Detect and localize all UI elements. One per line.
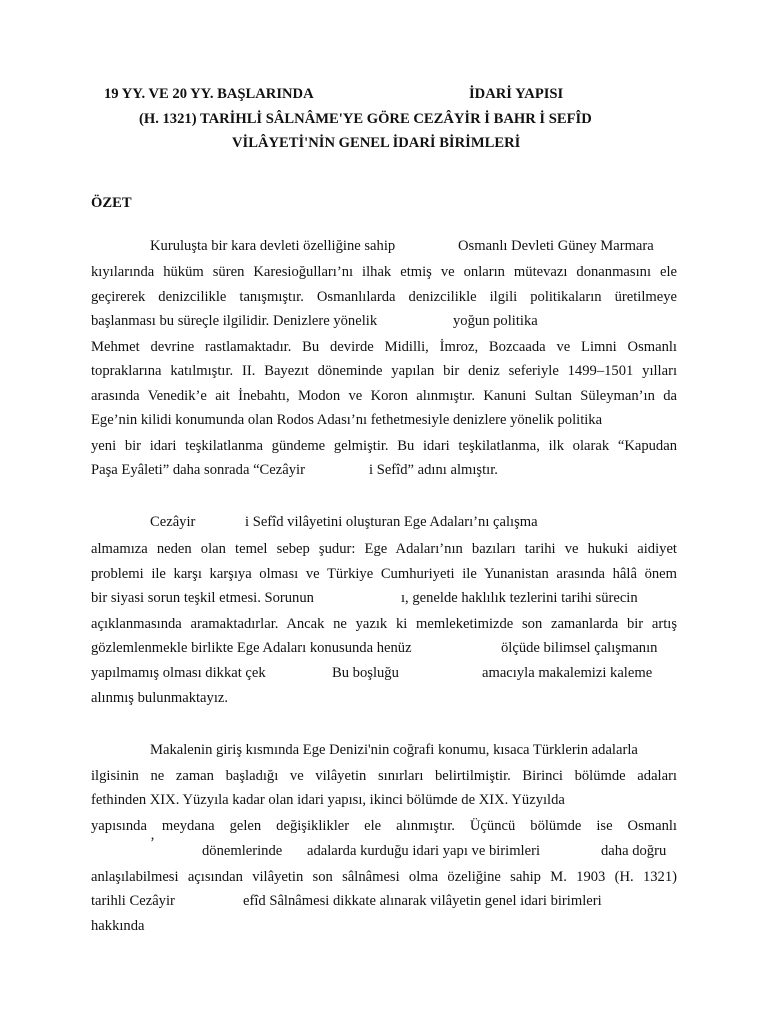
title-line3: VİLÂYETİ'NİN GENEL İDARİ BİRİMLERİ <box>232 135 521 151</box>
p3-line1: Makalenin giriş kısmında Ege Denizi'nin coğrafi konumu, kısaca Türklerin adalarla <box>150 742 638 758</box>
p1-line2: kıyılarında hüküm süren Karesioğulları’nı ilhak etmiş ve onların mütevazı donanmasını ele <box>91 264 677 280</box>
title-line1-left: 19 YY. VE 20 YY. BAŞLARINDA <box>104 86 314 102</box>
p3-line4: yapısında meydana gelen değişiklikler ele alınmıştır. Üçüncü bölümde ise Osmanlı <box>91 818 677 834</box>
p2-line7a: yapılmamış olması dikkat çek <box>91 665 266 681</box>
p2-line1a: Cezâyir <box>150 514 196 530</box>
p1-line4b: yoğun politika <box>453 313 538 329</box>
p3-line6c: daha doğru <box>601 843 667 859</box>
p1-line1a: Kuruluşta bir kara devleti özelliğine sahip <box>150 238 396 254</box>
p3-line8a: tarihli Cezâyir <box>91 893 175 909</box>
p1-line9: yeni bir idari teşkilatlanma gündeme gelmiştir. Bu idari teşkilatlanma, ilk olarak “Kapudan <box>91 438 677 454</box>
p1-line4a: başlanması bu süreçle ilgilidir. Denizlere yönelik <box>91 313 378 329</box>
p2-line6b: ölçüde bilimsel çalışmanın <box>501 640 658 656</box>
p2-line1b: i Sefîd vilâyetini oluşturan Ege Adaları’nı çalışma <box>245 514 538 530</box>
p2-line6a: gözlemlenmekle birlikte Ege Adaları konusunda henüz <box>91 640 412 656</box>
p1-line10a: Paşa Eyâleti” daha sonrada “Cezâyir <box>91 462 305 478</box>
title-line2: (H. 1321) TARİHLİ SÂLNÂME'YE GÖRE CEZÂYİR İ BAHR İ SEFÎD <box>139 111 592 127</box>
section-heading: ÖZET <box>91 195 132 211</box>
p1-line6: topraklarına katılmıştır. II. Bayezıt döneminde yapılan bir deniz seferiyle 1499–1501 yılları <box>91 363 677 379</box>
p3-line3: fethinden XIX. Yüzyıla kadar olan idari yapısı, ikinci bölümde de XIX. Yüzyılda <box>91 792 565 808</box>
p3-line8b: efîd Sâlnâmesi dikkate alınarak vilâyetin genel idari birimleri <box>243 893 602 909</box>
p1-line8: Ege’nin kilidi konumunda olan Rodos Adası’nı fethetmesiyle denizlere yönelik politika <box>91 412 603 428</box>
p2-line4a: bir siyasi sorun teşkil etmesi. Sorunun <box>91 590 314 606</box>
p1-line7: arasında Venedik’e ait İnebahtı, Modon ve Koron alınmıştır. Kanuni Sultan Süleyman’ın da <box>91 388 677 404</box>
p1-line5: Mehmet devrine rastlamaktadır. Bu devirde Midilli, İmroz, Bozcaada ve Limni Osmanlı <box>91 339 677 355</box>
p3-line2: ilgisinin ne zaman başladığı ve vilâyetin sınırları belirtilmiştir. Birinci bölümde adaları <box>91 768 677 784</box>
p2-line3: problemi ile karşı karşıya olması ve Türkiye Cumhuriyeti ile Yunanistan arasında hâlâ önem <box>91 566 677 582</box>
title-line1-right: İDARİ YAPISI <box>469 86 564 102</box>
p2-line7b: Bu boşluğu <box>332 665 399 681</box>
p3-line7: anlaşılabilmesi açısından vilâyetin son sâlnâmesi olma özeliğine sahip M. 1903 (H. 1321) <box>91 869 677 885</box>
p1-line10b: i Sefîd” adını almıştır. <box>369 462 498 478</box>
p3-line6a: dönemlerinde <box>202 843 283 859</box>
p3-line6b: adalarda kurduğu idari yapı ve birimleri <box>307 843 541 859</box>
p3-line5-mark: ’ <box>150 835 155 851</box>
p2-line2: almamıza neden olan temel sebep şudur: Ege Adaları’nın bazıları tarihi ve hukuki aidiyet <box>91 541 677 557</box>
p2-line4b: ı, genelde haklılık tezlerini tarihi sürecin <box>401 590 638 606</box>
p2-line5: açıklanmasında aramaktadırlar. Ancak ne yazık ki memleketimizde son zamanlarda bir artış <box>91 616 677 632</box>
p2-line7c: amacıyla makalemizi kaleme <box>482 665 653 681</box>
p1-line3: geçirerek denizcilikle tanışmıştır. Osmanlılarda denizcilikle ilgili politikaların üretilmeye <box>91 289 677 305</box>
p3-line9: hakkında <box>91 918 145 934</box>
p2-line8: alınmış bulunmaktayız. <box>91 690 228 706</box>
p1-line1b: Osmanlı Devleti Güney Marmara <box>458 238 654 254</box>
